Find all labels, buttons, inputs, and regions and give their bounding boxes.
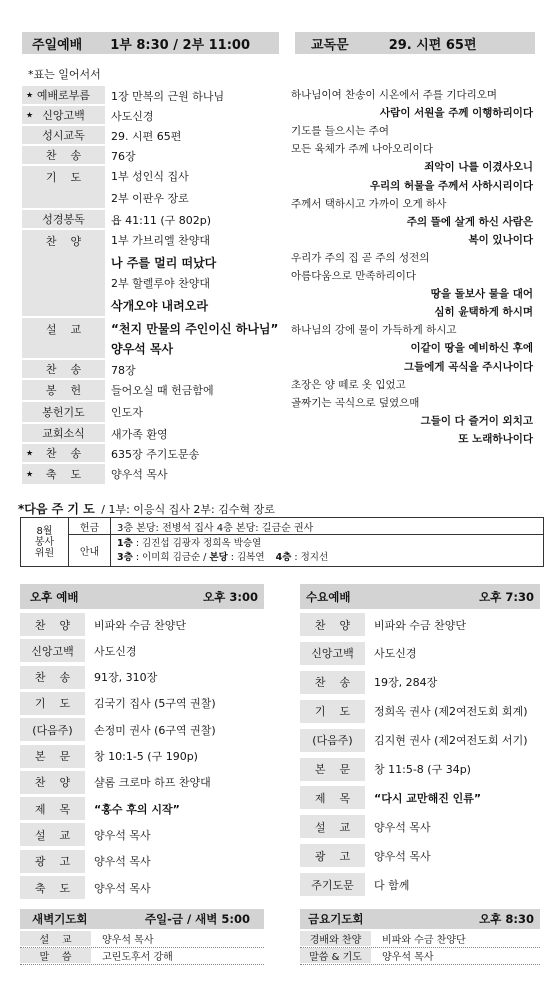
row-divider <box>20 964 264 965</box>
reading-line: 주께서 택하시고 가까이 오게 하사 <box>291 197 447 210</box>
order-value: 양우석 목사 <box>111 342 174 356</box>
service-times: 1부 8:30 / 2부 11:00 <box>110 37 251 53</box>
service-value: 김국기 집사 (5구역 권찰) <box>94 697 216 711</box>
prayer-row <box>300 931 540 946</box>
order-label: 기 도 <box>45 171 82 184</box>
service-label: (다음주) <box>300 729 365 752</box>
stand-star-icon: ★ <box>26 90 34 100</box>
service-label: 찬 양 <box>20 613 85 636</box>
service-row <box>20 718 264 741</box>
reading-line: 이같이 땅을 예비하신 후에 <box>410 342 533 355</box>
reading-line: 심히 윤택하게 하시며 <box>434 306 533 319</box>
order-label-cell <box>22 86 105 104</box>
order-value: 욥 41:11 (구 802p) <box>111 214 212 227</box>
service-label: 제 목 <box>20 797 85 820</box>
guide-value-cell <box>111 535 543 566</box>
service-label: 축 도 <box>20 876 85 899</box>
service-row <box>20 613 264 636</box>
wednesday-service-header <box>300 584 540 609</box>
service-row <box>20 797 264 820</box>
dawn-prayer-header <box>20 909 264 929</box>
prayer-label: 말씀 & 기도 <box>300 948 371 963</box>
order-label-cell <box>22 210 105 228</box>
order-row <box>22 380 105 400</box>
order-row <box>22 424 105 442</box>
order-row <box>22 146 105 164</box>
order-label: 봉헌기도 <box>42 406 85 419</box>
order-value: 인도자 <box>111 406 143 419</box>
reading-line: 우리의 허물을 주께서 사하시리이다 <box>369 179 533 192</box>
service-value: 비파와 수금 찬양단 <box>374 618 467 632</box>
order-label-cell <box>22 380 105 400</box>
order-value: 삭개오야 내려오라 <box>111 298 208 313</box>
offering-value-cell <box>111 518 543 535</box>
friday-time: 오후 8:30 <box>479 912 534 926</box>
order-row <box>22 230 105 316</box>
order-label-cell <box>22 166 105 208</box>
service-row <box>20 745 264 768</box>
service-label: 설 교 <box>300 815 365 838</box>
order-value: 양우석 목사 <box>111 468 168 481</box>
stand-note: *표는 일어서서 <box>28 68 101 81</box>
prayer-value: 고린도후서 강해 <box>102 952 173 963</box>
sunday-service-header <box>22 32 279 54</box>
reading-line: 그들이 다 즐거이 외치고 <box>420 414 533 427</box>
order-label: 찬 송 <box>45 149 82 162</box>
next-week-prayer <box>18 500 275 517</box>
order-label: 찬 양 <box>45 235 82 248</box>
service-value: 91장, 310장 <box>94 671 158 685</box>
order-label: 찬 송 <box>45 363 82 376</box>
guide-row-2-main: : 김복연 <box>230 552 265 563</box>
service-row <box>20 771 264 794</box>
order-value: 2부 이판우 장로 <box>111 192 189 205</box>
stand-star-icon: ★ <box>26 448 34 458</box>
order-row <box>22 210 105 228</box>
order-label-cell <box>22 464 105 484</box>
guide-row-1-names: : 김진섭 김광자 정희옥 박승열 <box>135 538 262 549</box>
reading-line: 사람이 서원을 주께 이행하리이다 <box>380 107 533 120</box>
service-label: 찬 송 <box>20 666 85 689</box>
reading-line: 모든 육체가 주께 나아오리이다 <box>291 143 433 156</box>
reading-line: 하나님의 강에 물이 가득하게 하시고 <box>291 324 457 337</box>
order-label: 찬 송 <box>45 447 82 460</box>
offering-label: 헌금 <box>79 522 100 534</box>
row-divider <box>300 964 540 965</box>
reading-line: 땅을 돌보사 물을 대어 <box>430 288 533 301</box>
afternoon-time: 오후 3:00 <box>203 589 258 604</box>
service-value: 비파와 수금 찬양단 <box>94 618 187 632</box>
order-label: 예배로부름 <box>36 89 91 102</box>
service-row <box>20 639 264 662</box>
service-value: 19장, 284장 <box>374 676 438 690</box>
service-label: (다음주) <box>20 718 85 741</box>
service-value: 창 11:5-8 (구 34p) <box>374 763 471 776</box>
order-label: 설 교 <box>45 323 82 336</box>
dawn-time: 주일-금 / 새벽 5:00 <box>144 912 250 926</box>
service-label: 광 고 <box>300 844 365 867</box>
reading-line: 기도를 들으시는 주여 <box>291 125 389 138</box>
order-row <box>22 86 105 104</box>
reading-line: 주의 뜰에 살게 하신 사람은 <box>406 215 533 228</box>
order-label-cell <box>22 402 105 422</box>
prayer-value: 비파와 수금 찬양단 <box>382 935 466 946</box>
service-row <box>300 642 540 665</box>
order-label: 교회소식 <box>42 427 85 440</box>
order-value: 76장 <box>111 150 136 163</box>
guide-label-cell <box>69 535 111 566</box>
order-value: 29. 시편 65편 <box>111 130 182 143</box>
service-label: 본 문 <box>300 758 365 781</box>
service-row <box>20 876 264 899</box>
volunteer-team2: 위원 <box>34 547 55 559</box>
friday-title: 금요기도회 <box>308 912 364 926</box>
order-value: 나 주를 멀리 떠났다 <box>111 255 217 270</box>
reading-line: 하나님이여 찬송이 시온에서 주를 기다리오며 <box>291 89 498 101</box>
service-row <box>20 692 264 715</box>
prayer-label: 말 씀 <box>20 948 91 963</box>
service-value: 샬롬 크로마 하프 찬양대 <box>94 776 211 790</box>
service-label: 기 도 <box>20 692 85 715</box>
service-value: 창 10:1-5 (구 190p) <box>94 750 198 763</box>
service-value: 김지현 권사 (제2여전도회 서기) <box>374 734 528 748</box>
order-row <box>22 318 105 358</box>
service-value: 양우석 목사 <box>374 820 431 834</box>
service-label: 기 도 <box>300 700 365 723</box>
dawn-title: 새벽기도회 <box>32 912 88 926</box>
service-row <box>20 823 264 846</box>
order-row <box>22 402 105 422</box>
service-value: 양우석 목사 <box>94 881 151 895</box>
service-value: “다시 교만해진 인류” <box>374 791 482 805</box>
order-label-cell <box>22 146 105 164</box>
service-label: 본 문 <box>20 745 85 768</box>
responsive-reading-title: 교독문 <box>311 37 349 53</box>
service-label: 광 고 <box>20 850 85 873</box>
guide-floor-4: 4층 <box>275 552 292 563</box>
responsive-reading-ref: 29. 시편 65편 <box>388 37 477 53</box>
order-value: 78장 <box>111 364 136 377</box>
service-label: 찬 양 <box>300 613 365 636</box>
service-row <box>300 671 540 694</box>
volunteer-month-cell <box>21 518 69 566</box>
service-label: 주기도문 <box>300 873 365 896</box>
reading-line: 우리가 주의 집 곧 주의 성전의 <box>291 251 430 264</box>
guide-main-hall: 본당 <box>209 552 228 563</box>
wednesday-title: 수요예배 <box>306 589 351 604</box>
service-value: 사도신경 <box>374 647 417 661</box>
reading-line: 초장은 양 떼로 옷 입었고 <box>291 378 406 391</box>
prayer-value: 양우석 목사 <box>382 952 434 963</box>
order-value: 사도신경 <box>111 110 154 123</box>
order-row <box>22 464 105 484</box>
order-row <box>22 106 105 124</box>
service-value: 양우석 목사 <box>374 849 431 863</box>
service-row <box>300 786 540 809</box>
service-row <box>300 700 540 723</box>
prayer-row <box>20 948 264 963</box>
volunteer-month: 8월 <box>36 525 53 537</box>
service-label: 찬 송 <box>300 671 365 694</box>
prayer-row <box>20 931 264 946</box>
service-value: 양우석 목사 <box>94 855 151 869</box>
prayer-label: 경배와 찬양 <box>300 931 371 946</box>
order-label-cell <box>22 424 105 442</box>
volunteer-table <box>20 517 544 567</box>
volunteer-team: 봉사 <box>34 536 55 548</box>
reading-line: 골짜기는 곡식으로 덮였으매 <box>291 396 420 409</box>
order-label-cell <box>22 230 105 316</box>
wednesday-time: 오후 7:30 <box>479 589 534 604</box>
prayer-label: 설 교 <box>20 931 91 946</box>
order-value: 1부 가브리엘 찬양대 <box>111 234 210 247</box>
order-row <box>22 444 105 462</box>
service-value: 정희옥 권사 (제2여전도회 회계) <box>374 705 528 719</box>
stand-star-icon: ★ <box>26 469 34 479</box>
guide-row-2-names: : 이미희 김금순 / <box>135 552 207 563</box>
order-value: 635장 주기도문송 <box>111 448 200 461</box>
service-row <box>300 729 540 752</box>
order-value: 새가족 환영 <box>111 428 168 441</box>
guide-row-1 <box>117 537 543 551</box>
service-label: 신앙고백 <box>20 639 85 662</box>
service-value: 손정미 권사 (6구역 권찰) <box>94 723 216 737</box>
service-row <box>20 850 264 873</box>
service-label: 찬 양 <box>20 771 85 794</box>
responsive-reading-header <box>295 32 535 54</box>
afternoon-service-header <box>20 584 264 609</box>
order-label-cell <box>22 444 105 462</box>
guide-floor-3: 3층 <box>117 552 133 563</box>
service-value: 양우석 목사 <box>94 828 151 842</box>
service-value: “홍수 후의 시작” <box>94 802 180 816</box>
guide-row-2 <box>117 551 543 565</box>
prayer-row <box>300 948 540 963</box>
service-label: 신앙고백 <box>300 642 365 665</box>
prayer-value: 양우석 목사 <box>102 935 154 946</box>
order-label-cell <box>22 360 105 378</box>
guide-row-2-fourth: : 정지선 <box>294 552 329 563</box>
order-value: 1부 성인식 집사 <box>111 170 189 183</box>
service-row <box>300 613 540 636</box>
reading-line: 아름다움으로 만족하리이다 <box>291 270 417 282</box>
order-row <box>22 126 105 144</box>
service-label: 설 교 <box>20 823 85 846</box>
service-row <box>300 873 540 896</box>
order-label: 봉 헌 <box>45 384 82 397</box>
reading-line: 또 노래하나이다 <box>458 432 533 445</box>
order-value: 2부 할렐루야 찬양대 <box>111 277 210 290</box>
afternoon-title: 오후 예배 <box>30 589 79 604</box>
service-label: 제 목 <box>300 786 365 809</box>
reading-line: 복이 있나이다 <box>468 233 533 246</box>
service-row <box>300 815 540 838</box>
friday-prayer-header <box>300 909 540 929</box>
order-value: 들어오실 때 헌금함에 <box>111 384 214 397</box>
sunday-service-title: 주일예배 <box>32 37 83 53</box>
service-row <box>300 844 540 867</box>
guide-floor-1: 1층 <box>117 538 133 549</box>
order-label-cell <box>22 126 105 144</box>
order-label: 성시교독 <box>42 129 85 142</box>
order-label-cell <box>22 318 105 358</box>
order-label: 신앙고백 <box>42 109 85 122</box>
order-row <box>22 166 105 208</box>
next-week-title: *다음 주 기 도 <box>18 502 95 516</box>
next-week-detail: / 1부: 이응식 집사 2부: 김수혁 장로 <box>101 503 275 516</box>
order-label-cell <box>22 106 105 124</box>
service-value: 사도신경 <box>94 644 137 658</box>
offering-value: 3층 본당: 전병석 집사 4층 본당: 길금순 권사 <box>117 522 314 534</box>
order-row <box>22 360 105 378</box>
order-label: 성경봉독 <box>42 213 85 226</box>
reading-line: 그들에게 곡식을 주시나이다 <box>403 360 533 373</box>
stand-star-icon: ★ <box>26 110 34 120</box>
offering-label-cell <box>69 518 111 535</box>
service-value: 다 함께 <box>374 878 410 892</box>
service-row <box>20 666 264 689</box>
guide-label: 안내 <box>79 547 100 558</box>
service-row <box>300 758 540 781</box>
order-value: 1장 만복의 근원 하나님 <box>111 90 225 103</box>
order-value: “천지 만물의 주인이신 하나님” <box>111 322 279 336</box>
reading-line: 죄악이 나를 이겼사오니 <box>424 161 533 174</box>
order-label: 축 도 <box>45 468 82 481</box>
